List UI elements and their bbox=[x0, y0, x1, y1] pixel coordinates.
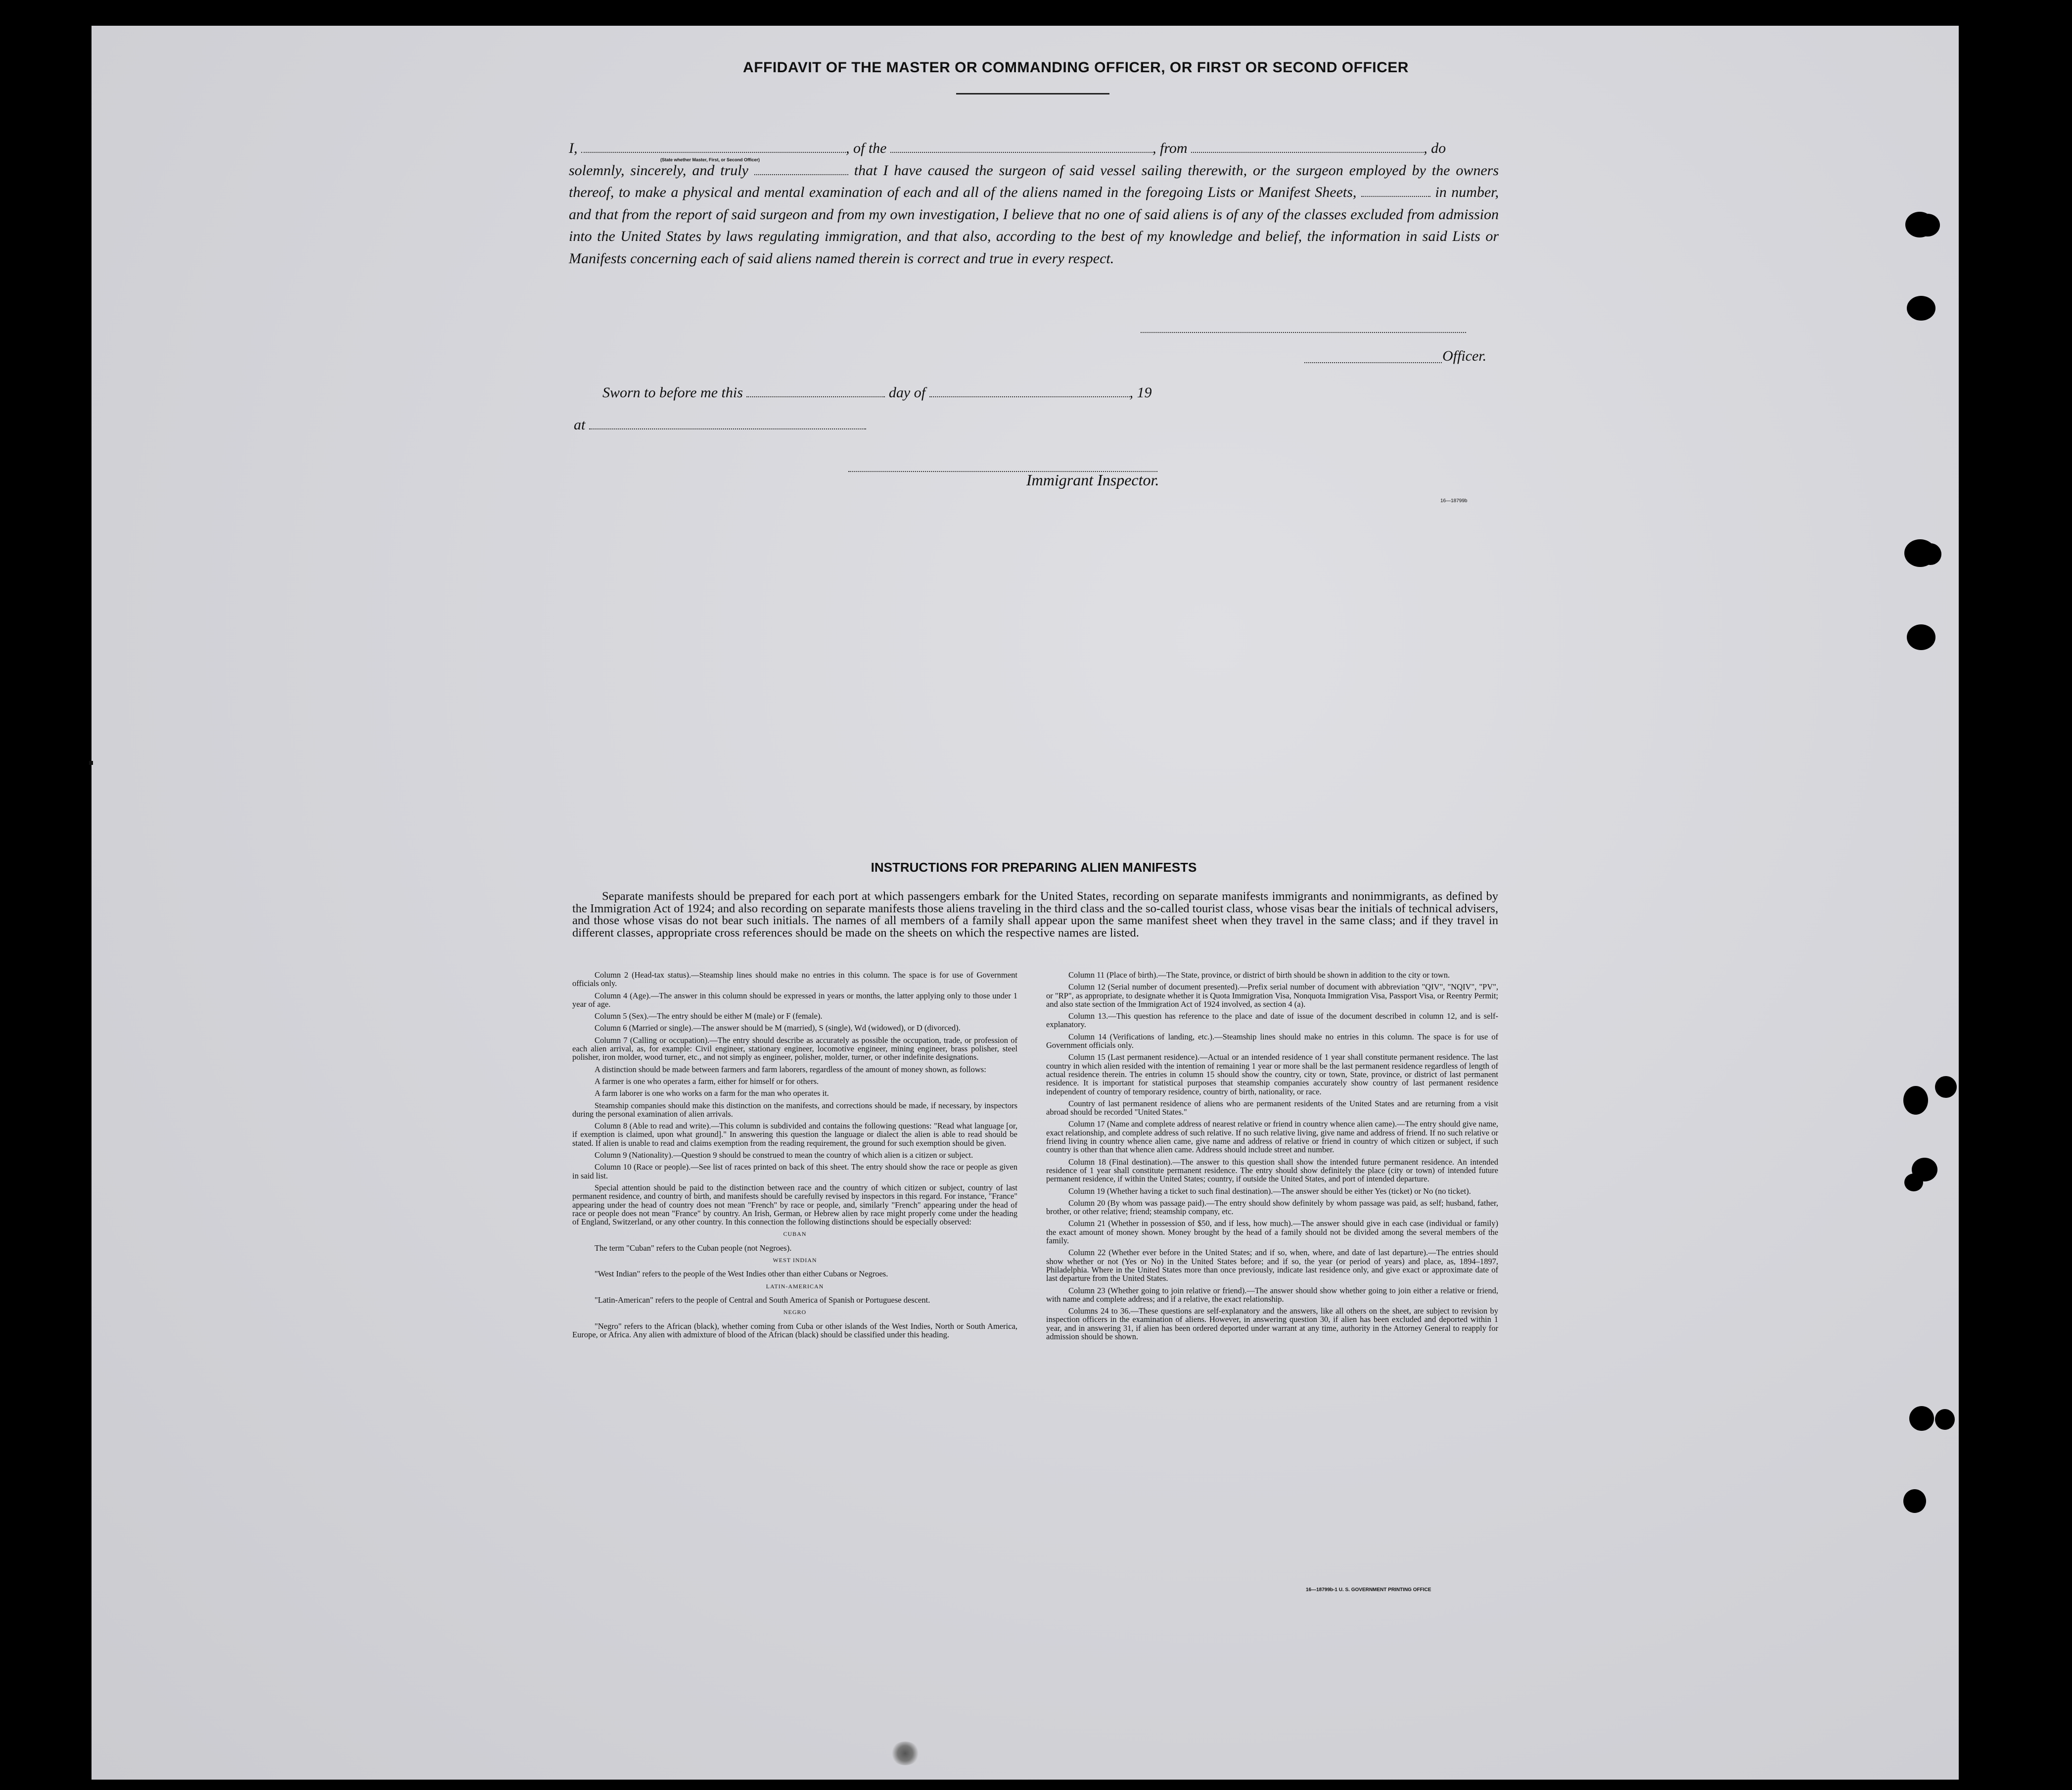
instructions-left-column bbox=[572, 971, 1017, 1342]
paragraph: Column 13.—This question has reference to the place and date of issue of the document described in column 12, and is self-explanatory. bbox=[1046, 1011, 1498, 1030]
oath-blank[interactable] bbox=[754, 161, 848, 175]
at-place-blank[interactable] bbox=[589, 416, 866, 429]
sworn-line bbox=[602, 383, 1152, 401]
punch-hole bbox=[1907, 296, 1935, 321]
paragraph: Column 19 (Whether having a ticket to such final destination).—The answer should be either Yes (ticket) or No (no ticket). bbox=[1068, 1186, 1471, 1196]
heading-west-indian: WEST INDIAN bbox=[773, 1257, 817, 1264]
paragraph: The term "Cuban" refers to the Cuban people (not Negroes). bbox=[595, 1243, 792, 1253]
paragraph: Column 9 (Nationality).—Question 9 should be construed to mean the country of which alien is a citizen or subject. bbox=[595, 1150, 973, 1160]
paragraph: Column 7 (Calling or occupation).—The entry should describe as accurately as possible the occupation, trade, or profession of each alien arrival, as, for example: Civil engineer, stationary engineer, locomotive engineer, mining engineer, brass polisher, steel polisher, iron molder, wood turner, etc., and not simply as engineer, polisher, molder, turner, or other indefinite designations. bbox=[572, 1035, 1017, 1062]
paragraph: Steamship companies should make this distinction on the manifests, and corrections should be made, if necessary, by inspectors during the personal examination of alien arrivals. bbox=[572, 1100, 1017, 1119]
officer-signature-line[interactable] bbox=[1304, 362, 1442, 363]
punch-hole bbox=[1904, 1174, 1923, 1191]
word-i: I, bbox=[569, 140, 578, 156]
sheet-count-blank[interactable] bbox=[1361, 183, 1430, 197]
affidavit-s3: in number, and that from the report of said surgeon and from my own investigation, I believe that no one of said aliens is of any of the classes excluded from admission into the United States by laws regulating immigration, and that also, according to the best of my knowledge and belief, the information in said Lists or Manifests concerning each of said aliens named therein is correct and true in every respect. bbox=[569, 184, 1499, 267]
affidavit-s2: that I have caused the surgeon of said vessel sailing therewith, or the surgeon employed by the owners thereof, to make a physical and mental examination of each and all of the aliens named in the foregoing Lists or Manifest Sheets, bbox=[569, 162, 1499, 200]
paragraph: Column 8 (Able to read and write).—This column is subdivided and contains the following questions: "Read what language [or, if exemption is claimed, upon what ground]." In answering this question the language or dialect the alien is able to read should be stated. If alien is unable to read and claims exemption from the reading requirement, the ground for such exemption should be given. bbox=[572, 1121, 1017, 1148]
title-rule bbox=[956, 93, 1109, 94]
paragraph: Column 17 (Name and complete address of nearest relative or friend in country whence alien came).—The entry should give name, exact relationship, and complete address of such relative. If no such relative living, give name and address of friend. If no such relative or friend living in country whence alien came, give name and address of relative or friend in country of which citizen or subject, if such country is other than that whence alien came. Address should include street and number. bbox=[1046, 1119, 1498, 1155]
signature-line[interactable] bbox=[1141, 332, 1466, 333]
sworn-text-a: Sworn to before me this bbox=[602, 384, 743, 401]
instructions-right-column bbox=[1046, 971, 1498, 1344]
paragraph: "West Indian" refers to the people of the West Indies other than either Cubans or Negroes. bbox=[595, 1269, 888, 1279]
instructions-intro: Separate manifests should be prepared for each port at which passengers embark for the United States, recording on separate manifests immigrants and nonimmigrants, as defined by the Immigration Act of 1924; and also recording on separate manifests those aliens traveling in the third class and the so-called tourist class, whose visas bear the initials of technical advisers, and those whose visas do not bear such initials. The names of all members of a family shall appear upon the same manifest sheet when they travel in the same class; and if they travel in different classes, appropriate cross references should be made on the sheets on which the respective names are listed. bbox=[572, 890, 1498, 940]
paragraph: Country of last permanent residence of aliens who are permanent residents of the United States and are returning from a visit abroad should be recorded "United States." bbox=[1046, 1098, 1498, 1117]
instructions-title: INSTRUCTIONS FOR PREPARING ALIEN MANIFESTS bbox=[871, 860, 1197, 875]
heading-negro: NEGRO bbox=[783, 1309, 807, 1316]
paragraph: Column 23 (Whether going to join relative or friend).—The answer should show whether going to join either a relative or friend, with name and complete address; and if a relative, the exact relationship. bbox=[1046, 1285, 1498, 1304]
paragraph: Column 15 (Last permanent residence).—Actual or an intended residence of 1 year shall constitute permanent residence. The last country in which alien resided with the intention of remaining 1 year or more shall be the last permanent residence regardless of length of actual residence therein. The entries in column 15 should show the country, city or town, State, province, or district of last permanent residence. It is important for statistical purposes that steamship companies accurately show country of last permanent residence independent of country of temporary residence, country of birth, nationality, or race. bbox=[1046, 1052, 1498, 1096]
officer-label: Officer. bbox=[1442, 348, 1487, 364]
paragraph: Column 10 (Race or people).—See list of races printed on back of this sheet. The entry should show the race or people as given in said list. bbox=[572, 1162, 1017, 1180]
punch-hole bbox=[1907, 624, 1935, 650]
punch-hole bbox=[1903, 1489, 1926, 1513]
paragraph: Column 5 (Sex).—The entry should be either M (male) or F (female). bbox=[595, 1011, 823, 1021]
paragraph: A farm laborer is one who works on a farm for the man who operates it. bbox=[595, 1088, 829, 1098]
paragraph: Column 2 (Head-tax status).—Steamship lines should make no entries in this column. The space is for use of Government officials only. bbox=[572, 970, 1017, 989]
paragraph: Column 20 (By whom was passage paid).—The entry should show definitely by whom passage was paid, as self; husband, father, brother, or other relative; friend; steamship company, etc. bbox=[1046, 1198, 1498, 1217]
paragraph: "Latin-American" refers to the people of Central and South America of Spanish or Portuguese descent. bbox=[595, 1295, 930, 1305]
edge-mark bbox=[89, 761, 93, 765]
at-label: at bbox=[574, 417, 586, 433]
heading-latin-american: LATIN-AMERICAN bbox=[766, 1282, 824, 1290]
heading-cuban: CUBAN bbox=[783, 1230, 807, 1238]
punch-hole bbox=[1903, 1086, 1928, 1115]
port-blank[interactable] bbox=[1191, 139, 1424, 153]
punch-hole bbox=[1919, 543, 1941, 565]
paragraph: Column 4 (Age).—The answer in this column should be expressed in years or months, the latter applying only to those under 1 year of age. bbox=[572, 990, 1017, 1009]
paragraph: Column 22 (Whether ever before in the United States; and if so, when, where, and date of last departure).—The entries should show whether or not (Yes or No) in the United States before; and if so, the year (or period of years) and place, as, 1894–1897, Philadelphia. Where in the United States more than once previously, indicate last residence only, and give exact or approximate date of last departure from the United States. bbox=[1046, 1248, 1498, 1283]
rank-note: (State whether Master, First, or Second Officer) bbox=[660, 157, 760, 162]
word-of-the: , of the bbox=[846, 140, 887, 156]
smudge bbox=[890, 1742, 920, 1765]
punch-hole bbox=[1935, 1409, 1955, 1430]
paragraph: Column 21 (Whether in possession of $50, and if less, how much).—The answer should give in each case (individual or family) the exact amount of money shown. Money brought by the head of a family should not be divided among the several members of the family. bbox=[1046, 1219, 1498, 1246]
word-from: , from bbox=[1152, 140, 1188, 156]
punch-hole bbox=[1909, 1406, 1934, 1431]
word-do: , do bbox=[1424, 140, 1446, 156]
paragraph: "Negro" refers to the African (black), whether coming from Cuba or other islands of the West Indies, North or South America, Europe, or Africa. Any alien with admixture of blood of the African (black) should be classified under this heading. bbox=[572, 1321, 1017, 1339]
paragraph: Column 11 (Place of birth).—The State, province, or district of birth should be shown in addition to the city or town. bbox=[1068, 970, 1450, 980]
sworn-text-b: day of bbox=[888, 384, 926, 401]
paragraph: Special attention should be paid to the distinction between race and the country of which citizen or subject, country of last permanent residence, and country of birth, and manifests should be carefully revised by inspectors in this regard. For instance, "France" appearing under the head of country does not mean "French" by race or people, and, similarly "French" appearing under the head of race or people does not mean "France" by country. An Irish, German, or Hebrew alien by race might properly come under the heading of England, Switzerland, or any other country. In this connection the following distinctions should be especially observed: bbox=[572, 1182, 1017, 1227]
paragraph: A farmer is one who operates a farm, either for himself or for others. bbox=[595, 1076, 819, 1086]
affidavit-s1: solemnly, sincerely, and truly bbox=[569, 162, 748, 179]
sworn-text-c: , 19 bbox=[1129, 384, 1152, 401]
at-line bbox=[574, 416, 866, 433]
affidavit-title: AFFIDAVIT OF THE MASTER OR COMMANDING OFFICER, OR FIRST OR SECOND OFFICER bbox=[743, 59, 1409, 76]
vessel-name-blank[interactable] bbox=[890, 139, 1152, 153]
punch-hole bbox=[1915, 214, 1940, 236]
sworn-month-blank[interactable] bbox=[929, 383, 1130, 397]
officer-rank-blank[interactable] bbox=[581, 139, 846, 153]
paragraph: Column 18 (Final destination).—The answer to this question shall show the intended future permanent residence. An intended residence of 1 year shall constitute permanent residence. The entry should show definitely the place (city or town) of intended future permanent residence, if within the United States; country, if outside the United States, and port of intended departure. bbox=[1046, 1157, 1498, 1184]
printing-office-imprint: 16—18799b-1 U. S. GOVERNMENT PRINTING OFFICE bbox=[1306, 1587, 1431, 1593]
paragraph: A distinction should be made between farmers and farm laborers, regardless of the amount of money shown, as follows: bbox=[595, 1064, 986, 1074]
inspector-label: Immigrant Inspector. bbox=[1026, 471, 1159, 489]
paragraph: Column 12 (Serial number of document presented).—Prefix serial number of document with abbreviation "QIV", "NQIV", "PV", or "RP", as appropriate, to designate whether it is Quota Immigration Visa, Nonquota Immigration Visa, Passport Visa, or Reentry Permit; and also state section of the Immigration Act of 1924 involved, as section 4 (a). bbox=[1046, 982, 1498, 1009]
paragraph: Column 14 (Verifications of landing, etc.).—Steamship lines should make no entries in this column. The space is for use of Government officials only. bbox=[1046, 1032, 1498, 1050]
paragraph: Column 6 (Married or single).—The answer should be M (married), S (single), Wd (widowed), or D (divorced). bbox=[595, 1023, 961, 1033]
punch-hole bbox=[1935, 1076, 1957, 1098]
form-number: 16—18799b bbox=[1440, 498, 1468, 504]
paragraph: Columns 24 to 36.—These questions are self-explanatory and the answers, like all others on the sheet, are subject to revision by inspection officers in the examination of aliens. However, in answering question 30, if alien has been excluded and deported within 1 year, and in answering 31, if alien has been ordered deported under warrant at any time, authority in the Attorney General to reapply for admission should be shown. bbox=[1046, 1306, 1498, 1341]
sworn-day-blank[interactable] bbox=[746, 383, 885, 397]
